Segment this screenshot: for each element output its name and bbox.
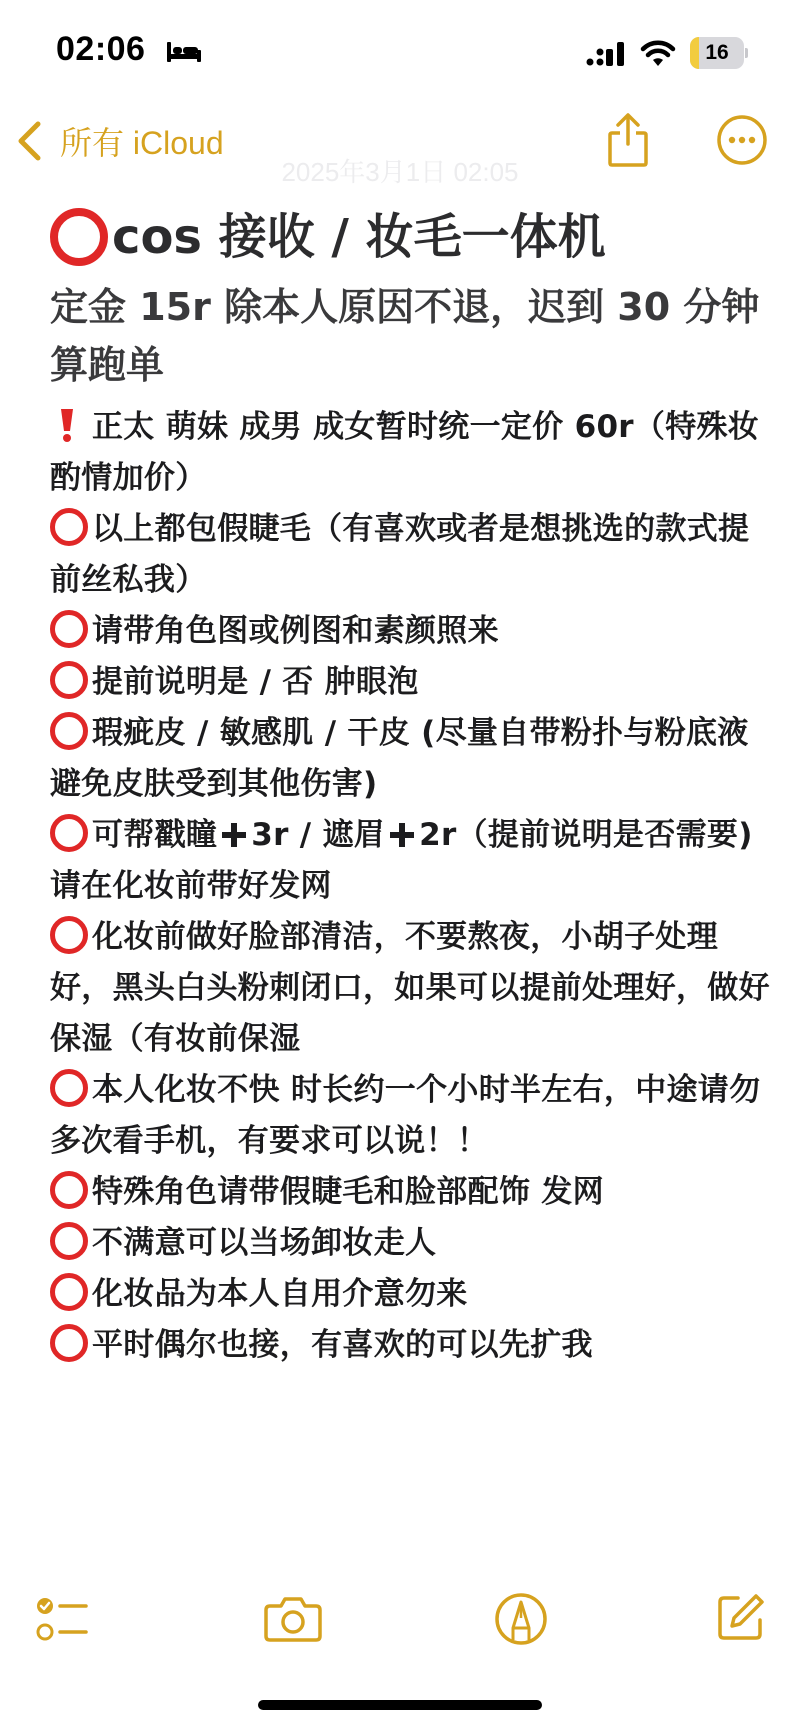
red-ring-icon <box>50 1171 88 1209</box>
note-line <box>50 1218 770 1269</box>
status-bar <box>0 0 800 100</box>
note-line <box>50 1269 770 1320</box>
red-ring-icon <box>50 712 88 750</box>
note-line <box>50 810 770 912</box>
note-body[interactable] <box>50 202 770 1371</box>
cellular-signal-icon <box>585 40 627 68</box>
note-line-text: 请带角色图或例图和素颜照来 <box>92 613 499 649</box>
note-line <box>50 708 770 810</box>
note-line <box>50 1065 770 1167</box>
bottom-toolbar <box>0 1580 800 1680</box>
heavy-plus-icon <box>389 822 415 848</box>
heavy-plus-icon <box>221 822 247 848</box>
compose-icon[interactable] <box>716 1592 766 1642</box>
red-ring-icon <box>50 1324 88 1362</box>
note-line-text: 化妆品为本人自用介意勿来 <box>92 1276 468 1312</box>
note-line-text: 不满意可以当场卸妆走人 <box>92 1225 437 1261</box>
red-ring-icon <box>50 1222 88 1260</box>
red-ring-icon <box>50 208 108 266</box>
note-line-text: 特殊角色请带假睫毛和脸部配饰 发网 <box>92 1174 604 1210</box>
note-subtitle: 定金 15r 除本人原因不退，迟到 30 分钟算跑单 <box>50 285 760 387</box>
back-label: 所有 iCloud <box>60 125 224 161</box>
red-ring-icon <box>50 508 88 546</box>
red-ring-icon <box>50 1273 88 1311</box>
camera-icon[interactable] <box>264 1596 322 1642</box>
note-line-text: 正太 萌妹 成男 成女暂时统一定价 60r（特殊妆酌情加价） <box>50 409 760 496</box>
note-line-text: 提前说明是 / 否 肿眼泡 <box>92 664 419 700</box>
battery-tip <box>745 48 748 58</box>
home-indicator[interactable] <box>258 1700 542 1710</box>
red-ring-icon <box>50 610 88 648</box>
note-line-text: 瑕疵皮 / 敏感肌 / 干皮 (尽量自带粉扑与粉底液避免皮肤受到其他伤害) <box>50 715 749 802</box>
battery-body <box>690 37 744 69</box>
note-line <box>50 402 770 504</box>
red-ring-icon <box>50 916 88 954</box>
note-line-text: 本人化妆不快 时长约一个小时半左右，中途请勿多次看手机，有要求可以说！！ <box>50 1072 761 1159</box>
red-ring-icon <box>50 814 88 852</box>
note-date: 2025年3月1日 02:05 <box>281 157 519 187</box>
note-line-text: 平时偶尔也接，有喜欢的可以先扩我 <box>92 1327 593 1363</box>
note-title-text: cos 接收 / 妆毛一体机 <box>112 209 606 265</box>
note-line-text: 以上都包假睫毛（有喜欢或者是想挑选的款式提前丝私我） <box>50 511 750 598</box>
battery-level: 16 <box>705 41 729 64</box>
wifi-icon <box>640 38 676 68</box>
note-line <box>50 504 770 606</box>
status-time: 02:06 <box>56 30 146 68</box>
red-exclamation-icon <box>56 407 78 443</box>
note-line <box>50 657 770 708</box>
note-line <box>50 912 770 1065</box>
note-line <box>50 1320 770 1371</box>
note-line <box>50 606 770 657</box>
note-line-text-c: 2r（提前说明是否需要) 请在化妆前带好发网 <box>50 817 753 904</box>
bed-icon <box>166 40 202 64</box>
markup-pen-icon[interactable] <box>494 1592 548 1646</box>
note-title <box>50 202 770 272</box>
red-ring-icon <box>50 1069 88 1107</box>
note-line-text: 化妆前做好脸部清洁，不要熬夜，小胡子处理好，黑头白头粉刺闭口，如果可以提前处理好，做好保湿（有妆前保湿 <box>50 919 770 1057</box>
red-ring-icon <box>50 661 88 699</box>
note-line-text-a: 可帮戳瞳 <box>92 817 218 853</box>
note-line-text-b: 3r / 遮眉 <box>251 817 386 853</box>
battery-indicator <box>690 37 748 69</box>
note-lines <box>50 402 770 1371</box>
checklist-icon[interactable] <box>36 1594 90 1644</box>
note-line <box>50 1167 770 1218</box>
